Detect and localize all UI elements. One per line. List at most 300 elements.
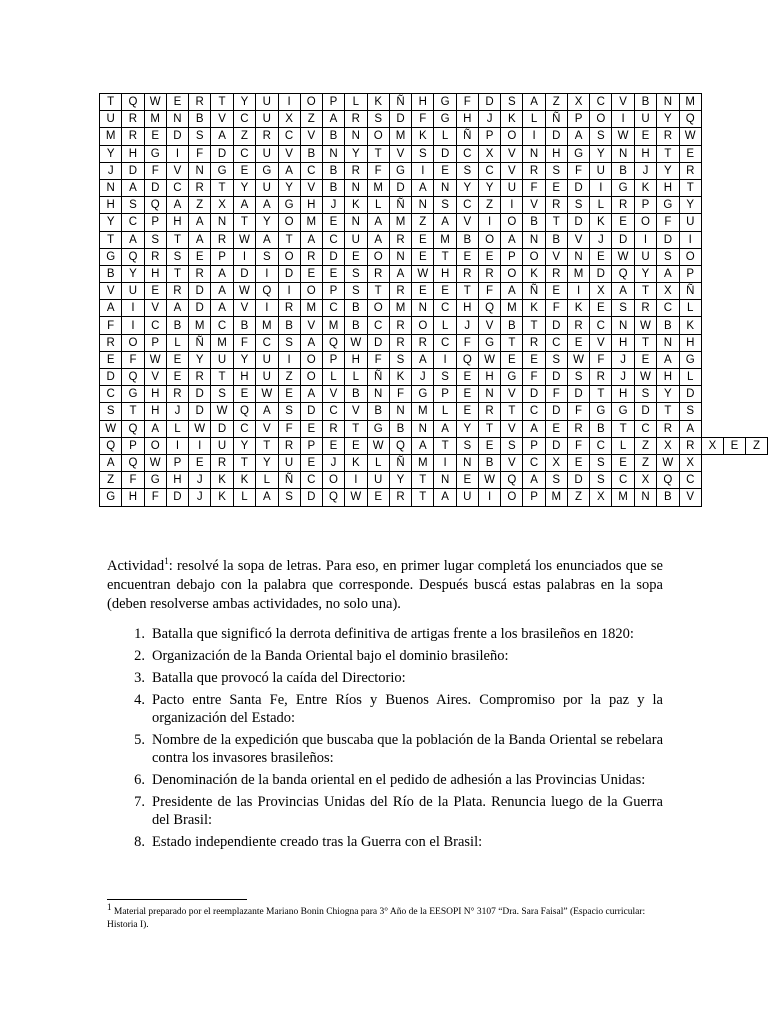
grid-cell: R xyxy=(412,334,434,351)
grid-cell: E xyxy=(189,454,211,471)
grid-cell: N xyxy=(412,197,434,214)
grid-cell: V xyxy=(501,162,523,179)
grid-cell: F xyxy=(590,351,612,368)
grid-cell: W xyxy=(634,317,656,334)
grid-cell: R xyxy=(189,369,211,386)
grid-cell: J xyxy=(590,231,612,248)
grid-cell: M xyxy=(567,265,589,282)
grid-cell: X xyxy=(679,454,701,471)
grid-cell: L xyxy=(434,128,456,145)
grid-cell: A xyxy=(300,334,322,351)
grid-cell: Z xyxy=(189,197,211,214)
grid-cell: W xyxy=(634,369,656,386)
grid-cell: W xyxy=(256,386,278,403)
grid-cell: E xyxy=(456,248,478,265)
grid-cell: Z xyxy=(745,437,767,454)
grid-cell: A xyxy=(122,179,144,196)
grid-cell: D xyxy=(389,179,411,196)
grid-cell: K xyxy=(211,472,233,489)
grid-cell: B xyxy=(612,162,634,179)
grid-cell: U xyxy=(100,111,122,128)
grid-cell: Ñ xyxy=(189,334,211,351)
grid-cell: Y xyxy=(657,386,679,403)
footnote-divider xyxy=(107,899,247,900)
grid-cell: V xyxy=(679,489,701,506)
grid-cell: N xyxy=(657,334,679,351)
grid-cell: I xyxy=(166,145,188,162)
grid-cell: K xyxy=(634,179,656,196)
grid-cell: H xyxy=(144,386,166,403)
grid-cell: E xyxy=(679,145,701,162)
grid-cell: K xyxy=(211,489,233,506)
grid-cell: Z xyxy=(567,489,589,506)
grid-cell: N xyxy=(100,179,122,196)
grid-cell: A xyxy=(256,231,278,248)
grid-cell: N xyxy=(389,403,411,420)
grid-cell: G xyxy=(478,334,500,351)
grid-cell: Y xyxy=(590,145,612,162)
question-number: 7. xyxy=(134,794,145,810)
grid-cell: L xyxy=(612,437,634,454)
grid-cell: F xyxy=(122,351,144,368)
grid-cell: U xyxy=(256,145,278,162)
grid-cell: H xyxy=(545,145,567,162)
grid-cell: U xyxy=(679,214,701,231)
grid-cell: Z xyxy=(233,128,255,145)
grid-cell: E xyxy=(412,283,434,300)
grid-cell: F xyxy=(278,420,300,437)
grid-cell: C xyxy=(278,128,300,145)
grid-cell: N xyxy=(434,472,456,489)
grid-cell: S xyxy=(590,128,612,145)
grid-cell: D xyxy=(679,386,701,403)
grid-cell: N xyxy=(456,454,478,471)
grid-cell: M xyxy=(434,231,456,248)
grid-cell: D xyxy=(100,369,122,386)
grid-cell: V xyxy=(144,300,166,317)
grid-cell: E xyxy=(189,248,211,265)
grid-cell: T xyxy=(211,94,233,111)
grid-cell: L xyxy=(434,317,456,334)
grid-cell: Y xyxy=(478,179,500,196)
grid-cell: N xyxy=(345,179,367,196)
grid-cell: G xyxy=(501,369,523,386)
grid-cell: J xyxy=(166,403,188,420)
grid-cell: K xyxy=(590,214,612,231)
grid-cell: V xyxy=(501,420,523,437)
grid-cell: R xyxy=(166,283,188,300)
grid-cell: Y xyxy=(634,265,656,282)
grid-cell: V xyxy=(523,197,545,214)
grid-cell: A xyxy=(523,472,545,489)
grid-cell: B xyxy=(166,317,188,334)
question-item xyxy=(107,625,663,643)
grid-cell: I xyxy=(278,351,300,368)
grid-cell: T xyxy=(523,317,545,334)
grid-cell: X xyxy=(590,283,612,300)
grid-cell: E xyxy=(545,179,567,196)
grid-cell: E xyxy=(233,162,255,179)
grid-cell: O xyxy=(590,111,612,128)
grid-cell: G xyxy=(144,472,166,489)
grid-cell: Z xyxy=(412,214,434,231)
footnote-reference: 1 xyxy=(164,556,169,567)
grid-cell: E xyxy=(278,386,300,403)
grid-cell: B xyxy=(345,317,367,334)
grid-cell: C xyxy=(100,386,122,403)
grid-cell: E xyxy=(166,94,188,111)
grid-cell: M xyxy=(545,489,567,506)
grid-cell: E xyxy=(634,351,656,368)
grid-cell: C xyxy=(166,179,188,196)
grid-cell: S xyxy=(567,197,589,214)
grid-cell: R xyxy=(456,265,478,282)
grid-cell: B xyxy=(657,489,679,506)
grid-cell: M xyxy=(612,489,634,506)
grid-cell: J xyxy=(322,454,344,471)
grid-cell: B xyxy=(478,454,500,471)
grid-cell: B xyxy=(657,317,679,334)
grid-cell: V xyxy=(456,214,478,231)
grid-cell: N xyxy=(634,489,656,506)
grid-cell: P xyxy=(501,248,523,265)
grid-cell: P xyxy=(634,197,656,214)
grid-cell: C xyxy=(590,317,612,334)
grid-cell: H xyxy=(300,197,322,214)
grid-cell: C xyxy=(322,403,344,420)
grid-cell: A xyxy=(166,300,188,317)
grid-cell: Ñ xyxy=(523,283,545,300)
grid-cell: Ñ xyxy=(679,283,701,300)
grid-cell: M xyxy=(412,403,434,420)
grid-cell: H xyxy=(456,111,478,128)
grid-cell: L xyxy=(166,420,188,437)
grid-cell: S xyxy=(278,403,300,420)
grid-cell: C xyxy=(590,437,612,454)
grid-cell: A xyxy=(657,351,679,368)
grid-cell: E xyxy=(634,128,656,145)
grid-cell: P xyxy=(166,454,188,471)
grid-cell: E xyxy=(723,437,745,454)
grid-cell: Y xyxy=(233,351,255,368)
grid-row xyxy=(100,472,768,489)
grid-cell: H xyxy=(166,214,188,231)
grid-cell: D xyxy=(322,248,344,265)
grid-cell: Y xyxy=(256,454,278,471)
grid-cell: S xyxy=(545,472,567,489)
grid-cell: G xyxy=(612,403,634,420)
grid-cell: Y xyxy=(657,162,679,179)
activity-instructions xyxy=(107,557,663,614)
grid-cell: C xyxy=(211,317,233,334)
grid-cell: B xyxy=(523,214,545,231)
grid-cell: K xyxy=(679,317,701,334)
grid-cell: T xyxy=(211,369,233,386)
grid-cell: I xyxy=(501,197,523,214)
grid-cell: C xyxy=(122,214,144,231)
grid-cell: K xyxy=(501,111,523,128)
grid-cell: T xyxy=(367,145,389,162)
grid-cell: D xyxy=(634,403,656,420)
grid-cell: I xyxy=(278,94,300,111)
grid-cell: I xyxy=(256,265,278,282)
grid-cell: I xyxy=(434,351,456,368)
grid-cell: S xyxy=(122,197,144,214)
grid-cell: V xyxy=(501,145,523,162)
grid-cell: D xyxy=(233,265,255,282)
grid-cell: I xyxy=(679,231,701,248)
grid-cell: T xyxy=(501,403,523,420)
grid-cell: M xyxy=(412,454,434,471)
grid-cell: G xyxy=(256,162,278,179)
grid-cell: E xyxy=(144,283,166,300)
grid-cell: Ñ xyxy=(367,369,389,386)
grid-cell: M xyxy=(100,128,122,145)
grid-cell: Y xyxy=(345,145,367,162)
grid-cell: E xyxy=(166,369,188,386)
grid-cell: O xyxy=(478,231,500,248)
grid-cell: D xyxy=(590,265,612,282)
question-item xyxy=(107,833,663,851)
grid-cell: E xyxy=(590,248,612,265)
grid-cell: M xyxy=(679,94,701,111)
grid-cell: A xyxy=(612,283,634,300)
grid-cell: S xyxy=(345,283,367,300)
grid-cell: V xyxy=(345,403,367,420)
grid-cell: I xyxy=(612,111,634,128)
grid-cell: B xyxy=(278,317,300,334)
grid-cell: Z xyxy=(100,472,122,489)
grid-cell: G xyxy=(389,162,411,179)
grid-cell: E xyxy=(478,248,500,265)
grid-cell: W xyxy=(233,231,255,248)
grid-cell: Y xyxy=(657,111,679,128)
grid-cell: F xyxy=(545,386,567,403)
grid-cell: F xyxy=(456,94,478,111)
grid-cell: R xyxy=(166,386,188,403)
grid-row xyxy=(100,489,768,506)
question-number: 5. xyxy=(134,732,145,748)
grid-cell: D xyxy=(389,111,411,128)
grid-cell: G xyxy=(278,197,300,214)
grid-cell: Q xyxy=(501,472,523,489)
grid-cell: T xyxy=(100,94,122,111)
grid-cell: P xyxy=(211,248,233,265)
grid-cell: Q xyxy=(122,369,144,386)
grid-cell: X xyxy=(657,437,679,454)
grid-cell: Y xyxy=(122,265,144,282)
activity-text: : resolvé la sopa de letras. Para eso, en primer lugar completá los enunciados que se encuentran debajo con la palabra que corresponde. Después buscá estas palabras en la sopa (deben resolverse ambas actividades, no solo una). xyxy=(107,558,663,612)
grid-cell: M xyxy=(211,334,233,351)
grid-cell: U xyxy=(634,248,656,265)
grid-cell: A xyxy=(501,283,523,300)
grid-cell: C xyxy=(233,111,255,128)
grid-cell: E xyxy=(456,386,478,403)
grid-cell: Y xyxy=(233,94,255,111)
grid-cell: N xyxy=(345,128,367,145)
question-text: Denominación de la banda oriental en el pedido de adhesión a las Provincias Unidas: xyxy=(152,772,646,788)
grid-cell: J xyxy=(478,111,500,128)
grid-cell: O xyxy=(300,283,322,300)
grid-cell: T xyxy=(434,248,456,265)
grid-cell: N xyxy=(612,145,634,162)
grid-cell: I xyxy=(122,317,144,334)
grid-cell: G xyxy=(144,145,166,162)
grid-cell: G xyxy=(590,403,612,420)
grid-cell: R xyxy=(545,197,567,214)
grid-cell: K xyxy=(523,265,545,282)
grid-cell: O xyxy=(367,300,389,317)
grid-cell: S xyxy=(367,111,389,128)
grid-cell: J xyxy=(456,317,478,334)
grid-cell: G xyxy=(434,94,456,111)
grid-cell: A xyxy=(434,420,456,437)
grid-cell: P xyxy=(122,437,144,454)
grid-cell: B xyxy=(322,128,344,145)
grid-cell: S xyxy=(345,265,367,282)
grid-cell: Q xyxy=(322,489,344,506)
grid-cell: Q xyxy=(122,94,144,111)
grid-cell: J xyxy=(612,351,634,368)
grid-cell: E xyxy=(523,351,545,368)
grid-cell: U xyxy=(501,179,523,196)
grid-cell: L xyxy=(523,111,545,128)
grid-cell: I xyxy=(567,283,589,300)
grid-cell: S xyxy=(634,386,656,403)
grid-cell: Ñ xyxy=(456,128,478,145)
grid-cell: C xyxy=(367,317,389,334)
grid-cell: A xyxy=(166,197,188,214)
grid-cell: S xyxy=(501,94,523,111)
grid-cell: Y xyxy=(679,197,701,214)
grid-cell: V xyxy=(300,317,322,334)
grid-cell: S xyxy=(612,300,634,317)
grid-cell: W xyxy=(657,454,679,471)
question-number: 8. xyxy=(134,834,145,850)
question-text: Estado independiente creado tras la Guerra con el Brasil: xyxy=(152,834,483,850)
grid-cell: P xyxy=(144,214,166,231)
grid-cell: D xyxy=(211,420,233,437)
grid-cell: A xyxy=(122,231,144,248)
grid-cell: D xyxy=(478,94,500,111)
grid-cell: S xyxy=(590,454,612,471)
grid-cell: S xyxy=(545,351,567,368)
grid-cell: W xyxy=(189,420,211,437)
grid-cell: D xyxy=(122,162,144,179)
grid-cell: N xyxy=(211,214,233,231)
grid-cell: F xyxy=(567,403,589,420)
question-list xyxy=(107,625,663,855)
grid-cell: Q xyxy=(122,420,144,437)
grid-cell: I xyxy=(166,437,188,454)
grid-cell: N xyxy=(345,214,367,231)
grid-cell: N xyxy=(612,317,634,334)
grid-cell: R xyxy=(545,265,567,282)
grid-row xyxy=(100,162,768,179)
grid-cell: B xyxy=(300,145,322,162)
grid-cell: N xyxy=(322,145,344,162)
grid-cell: S xyxy=(100,403,122,420)
grid-cell: C xyxy=(612,472,634,489)
grid-cell: C xyxy=(256,334,278,351)
grid-cell: W xyxy=(144,351,166,368)
grid-cell: V xyxy=(501,454,523,471)
grid-row xyxy=(100,179,768,196)
grid-cell: H xyxy=(456,300,478,317)
activity-label: Actividad xyxy=(107,558,165,574)
grid-cell: B xyxy=(189,111,211,128)
word-search-grid xyxy=(99,93,768,507)
grid-cell: P xyxy=(478,128,500,145)
grid-cell: I xyxy=(189,437,211,454)
grid-cell: O xyxy=(501,214,523,231)
grid-cell: X xyxy=(478,145,500,162)
question-number: 6. xyxy=(134,772,145,788)
grid-cell: F xyxy=(367,351,389,368)
grid-cell: O xyxy=(322,472,344,489)
grid-cell: B xyxy=(367,403,389,420)
grid-cell: C xyxy=(590,94,612,111)
grid-cell: Q xyxy=(478,300,500,317)
grid-cell: A xyxy=(434,489,456,506)
grid-cell: J xyxy=(412,369,434,386)
grid-cell: D xyxy=(189,300,211,317)
grid-cell: L xyxy=(345,94,367,111)
question-text: Presidente de las Provincias Unidas del Río de la Plata. Renuncia luego de la Guerra del Brasil: xyxy=(152,794,663,828)
grid-cell: A xyxy=(211,283,233,300)
grid-cell: O xyxy=(122,334,144,351)
grid-cell: L xyxy=(345,369,367,386)
grid-cell: C xyxy=(456,145,478,162)
grid-cell: A xyxy=(189,214,211,231)
grid-cell: K xyxy=(345,197,367,214)
grid-cell: U xyxy=(590,162,612,179)
grid-cell: M xyxy=(389,128,411,145)
grid-cell: C xyxy=(456,197,478,214)
grid-cell: L xyxy=(367,197,389,214)
grid-row xyxy=(100,403,768,420)
grid-cell: Q xyxy=(657,472,679,489)
grid-cell: T xyxy=(233,454,255,471)
grid-cell: Ñ xyxy=(389,454,411,471)
grid-cell: L xyxy=(434,403,456,420)
grid-cell: E xyxy=(545,283,567,300)
grid-cell: R xyxy=(211,454,233,471)
grid-cell: L xyxy=(679,369,701,386)
grid-cell: S xyxy=(278,489,300,506)
grid-cell: L xyxy=(367,454,389,471)
grid-cell: C xyxy=(657,300,679,317)
grid-cell: V xyxy=(233,300,255,317)
grid-cell: A xyxy=(256,403,278,420)
grid-cell: F xyxy=(523,179,545,196)
grid-cell: S xyxy=(590,472,612,489)
grid-cell: F xyxy=(389,386,411,403)
grid-cell: J xyxy=(634,162,656,179)
grid-cell: X xyxy=(278,111,300,128)
grid-cell: H xyxy=(122,145,144,162)
grid-cell: O xyxy=(367,128,389,145)
grid-cell: R xyxy=(679,437,701,454)
grid-cell: T xyxy=(233,214,255,231)
footnote xyxy=(107,901,663,932)
grid-cell: B xyxy=(233,317,255,334)
grid-cell: W xyxy=(345,489,367,506)
grid-cell: B xyxy=(345,386,367,403)
grid-cell: F xyxy=(144,162,166,179)
grid-cell: T xyxy=(166,231,188,248)
grid-cell: U xyxy=(256,369,278,386)
